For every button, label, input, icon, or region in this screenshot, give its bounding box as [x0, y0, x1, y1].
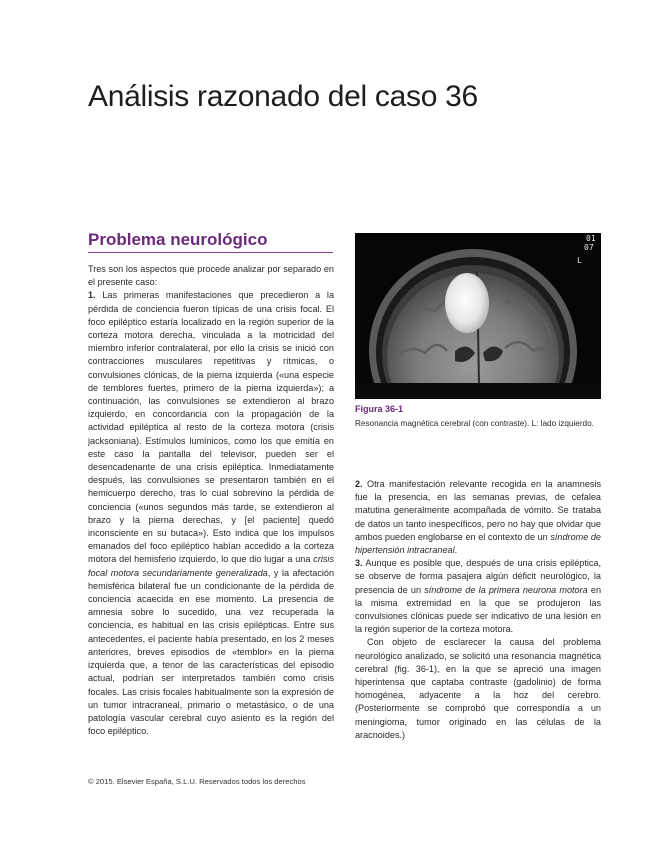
mri-overlay-text-2: 07 — [584, 243, 594, 252]
mri-figure-image — [355, 233, 601, 399]
mri-scan-graphic — [355, 233, 601, 399]
point-3-number: 3. — [355, 558, 363, 569]
page-title: Análisis razonado del caso 36 — [88, 80, 478, 113]
point-3-text-a: Aunque es posible que, después de una crisis epiléptica, se observe de forma pasajera algún déficit neurológico, la presencia de un — [355, 558, 601, 595]
right-text-column — [355, 478, 601, 742]
point-2-text-b: . — [454, 545, 458, 556]
mri-side-label: L — [577, 256, 582, 265]
point-1-emphasis: crisis focal motora secundariamente generalizada — [88, 554, 334, 578]
point-1-text-a: Las primeras manifestaciones que precedieron a la pérdida de conciencia fueron típicas de una crisis focal. El foco epiléptico estaría localizado en la región superior de la corteza motora derecha, vinculada a la motricidad del miembro inferior contralateral, por ello la crisis se inició con contracciones musculares repetitivas y rítmicas, o convulsiones clónicas, de la pierna izquierda («una especie de temblores fuertes, primero de la pierna izquierda»); a continuación, las convulsiones se extendieron al brazo izquierdo, en concordancia con la propagación de la actividad epiléptica al resto de la corteza motora (crisis jacksoniana). Estímulos lumínicos, como los que emitía en este caso la pantalla del televisor, pueden ser el desencadenante de una crisis epiléptica. Inmediatamente después, las convulsiones se presentaron también en el hemicuerpo derecho, tras lo cual sobrevino la pérdida de conciencia («unos segundos más tarde, se extendieron al brazo y la pierna derechas, y [el paciente] quedó inconsciente en su butaca»). Esto indica que los impulsos emanados del foco epiléptico habían accedido a la corteza motora del hemisferio izquierdo, lo que dio lugar a una — [88, 290, 334, 565]
left-text-column — [88, 263, 334, 738]
point-1-text-b: , y la afectación hemisférica bilateral fue un condicionante de la pérdida de conciencia acaecida en ese momento. La presencia de amnesia sobre lo sucedido, una vez recuperada la conciencia, es habitual en las crisis epilépticas. Entre sus antecedentes, el paciente había presentado, en los 2 meses anteriores, breves episodios de «temblor» en la pierna izquierda que, a tenor de las características del episodio actual, podrían ser interpretados también como crisis focales. Las crisis focales habitualmente son la expresión de un tumor intracraneal, primario o metastásico, o de una patología vascular cerebral cuyo asiento es la región del foco epiléptico. — [88, 567, 334, 737]
point-2-paragraph — [355, 478, 601, 557]
copyright-footer: © 2015. Elsevier España, S.L.U. Reservados todos los derechos — [88, 777, 306, 786]
mri-overlay-text-1: 01 — [586, 234, 596, 243]
point-3-emphasis: síndrome de la primera neurona motora — [424, 584, 588, 595]
section-divider — [88, 252, 333, 253]
figure-label: Figura 36-1 — [355, 404, 404, 414]
point-1-paragraph — [88, 289, 334, 738]
conclusion-paragraph: Con objeto de esclarecer la causa del problema neurológico analizado, se solicitó una resonancia magnética cerebral (fig. 36-1), en la que se apreció una imagen hiperintensa que captaba contraste (gadolinio) de forma homogénea, adyacente a la hoz del cerebro. (Posteriormente se comprobó que correspondía a un meningioma, tumor originado en las células de la aracnoides.) — [355, 637, 601, 740]
point-2-text-a: Otra manifestación relevante recogida en la anamnesis fue la presencia, en las semanas previas, de cefalea matutina generalmente acompañada de vómito. Se trataba de datos un tanto inespecíficos, pero no hay que olvidar que ambos pueden englobarse en el contexto de un — [355, 479, 601, 542]
point-2-number: 2. — [355, 479, 363, 489]
figure-caption: Resonancia magnética cerebral (con contraste). L: lado izquierdo. — [355, 419, 594, 428]
intro-paragraph: Tres son los aspectos que procede analizar por separado en el presente caso: — [88, 264, 334, 288]
point-3-text-b: en la misma extremidad en la que se produjeron las convulsiones clónicas puede ser indicativo de una lesión en la región superior de la corteza motora. — [355, 584, 601, 635]
point-1-number: 1. — [88, 290, 96, 301]
point-2-emphasis: síndrome de hipertensión intracraneal — [355, 531, 601, 556]
point-3-paragraph — [355, 557, 601, 636]
section-title: Problema neurológico — [88, 230, 268, 249]
